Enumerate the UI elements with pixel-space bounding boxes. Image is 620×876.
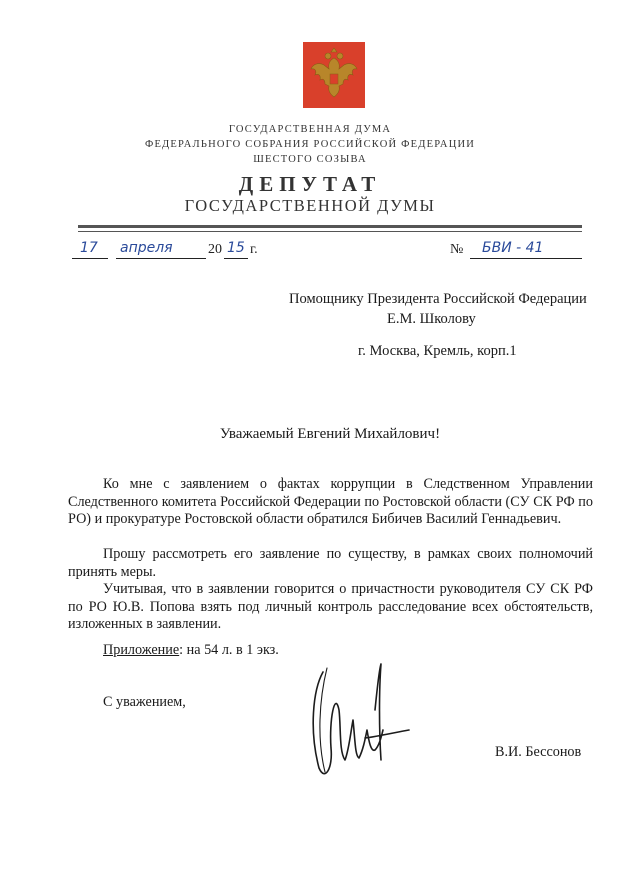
signer-name: В.И. Бессонов	[495, 744, 582, 760]
date-day: 17	[80, 240, 98, 256]
letterhead-subtitle: ГОСУДАРСТВЕННОЙ ДУМЫ	[184, 196, 436, 215]
body-paragraph-3: Учитывая, что в заявлении говорится о причастности руководителя СУ СК РФ по РО Ю.В. Попова взять под личный контроль расследование всех обстоятельств, изложенных в заявлении.	[68, 581, 593, 632]
body-paragraph-1: Ко мне с заявлением о фактах коррупции в Следственном Управлении Следственного комитета Российской Федерации по Ростовской области (СУ СК РФ по РО) и прокуратуре Ростовской области обратился Бибичев Василий Геннадьевич.	[68, 476, 593, 527]
number-value: БВИ - 41	[482, 240, 544, 256]
closing-regards: С уважением,	[103, 694, 186, 710]
attachment-label: Приложение	[103, 642, 180, 658]
addressee-position: Помощнику Президента Российской Федерации	[289, 291, 587, 307]
date-line	[72, 240, 272, 262]
number-label: №	[450, 242, 464, 257]
date-month: апреля	[120, 240, 173, 256]
letterhead-title: ДЕПУТАТ	[238, 172, 382, 196]
attachment-note	[103, 642, 279, 659]
number-line	[450, 240, 590, 262]
attachment-text: : на 54 л. в 1 экз.	[179, 642, 279, 658]
salutation: Уважаемый Евгений Михайлович!	[219, 426, 441, 442]
addressee-name: Е.М. Школову	[387, 311, 476, 327]
addressee-address: г. Москва, Кремль, корп.1	[358, 343, 517, 359]
handwritten-signature	[305, 660, 415, 785]
date-suffix: г.	[250, 242, 258, 257]
header-line-2: ФЕДЕРАЛЬНОГО СОБРАНИЯ РОССИЙСКОЙ ФЕДЕРАЦИИ	[144, 139, 476, 150]
header-line-3: ШЕСТОГО СОЗЫВА	[253, 154, 367, 165]
header-line-1: ГОСУДАРСТВЕННАЯ ДУМА	[228, 124, 392, 135]
date-year: 15	[227, 240, 245, 256]
header-rule-thin	[78, 231, 582, 232]
header-rule-thick	[78, 225, 582, 228]
date-century: 20	[208, 242, 222, 257]
coat-of-arms-icon	[303, 42, 365, 108]
body-paragraph-2: Прошу рассмотреть его заявление по существу, в рамках своих полномочий принять меры.	[68, 546, 593, 580]
